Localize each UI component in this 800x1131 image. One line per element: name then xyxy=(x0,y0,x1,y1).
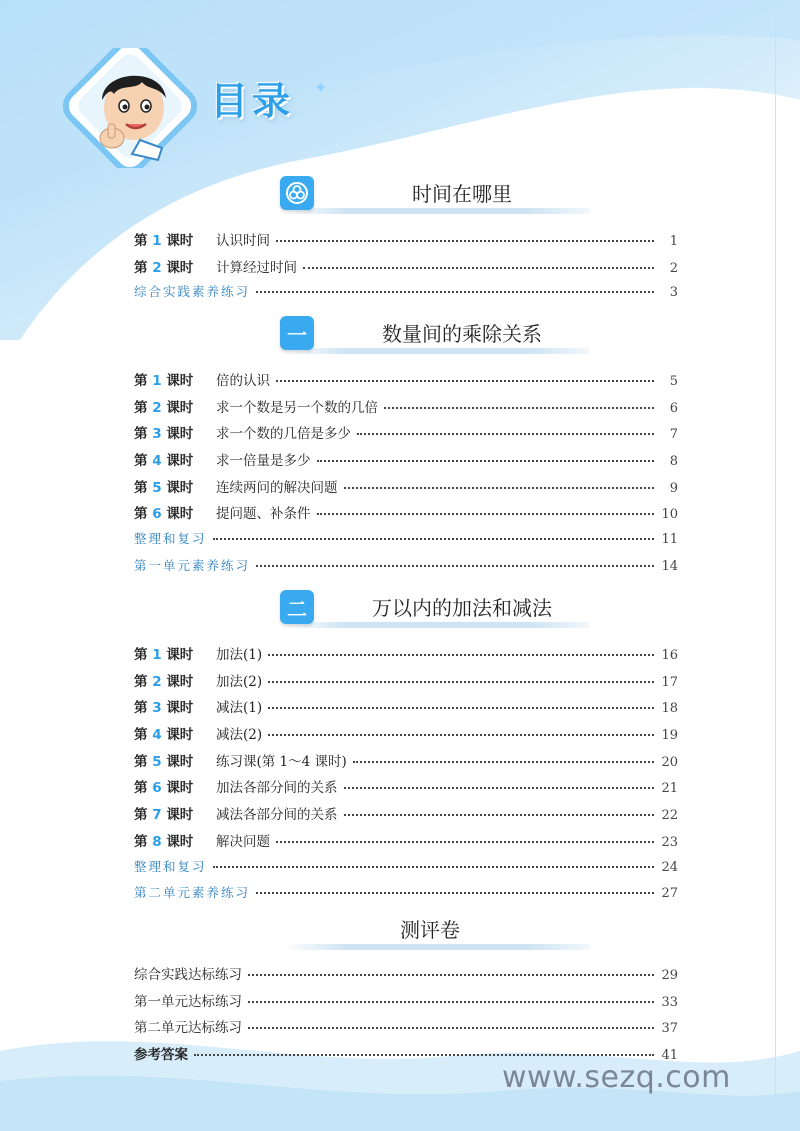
toc-entry-title: 综合实践素养练习 xyxy=(134,284,251,300)
sparkle-icon: ✦ xyxy=(314,78,328,97)
toc-entry[interactable] xyxy=(134,256,678,283)
lesson-prefix: 第 xyxy=(134,506,148,523)
lesson-num: 5 xyxy=(152,479,162,496)
lesson-suffix: 课时 xyxy=(166,700,194,717)
lesson-number xyxy=(134,643,216,663)
lesson-prefix: 第 xyxy=(134,673,148,690)
page-number: 17 xyxy=(661,674,678,690)
section-header-tests xyxy=(270,908,590,956)
dot-leader xyxy=(276,841,654,843)
lesson-num: 4 xyxy=(152,727,162,744)
toc-entry-title: 加法(2) xyxy=(216,673,263,690)
section-title: 数量间的乘除关系 xyxy=(382,322,542,346)
dot-leader xyxy=(344,814,655,816)
three-circles-icon xyxy=(285,181,309,205)
section-badge xyxy=(280,176,314,210)
section-header-time xyxy=(270,172,590,220)
toc-entry[interactable] xyxy=(134,776,678,803)
lesson-num: 3 xyxy=(152,426,162,443)
toc-entry-title: 整理和复习 xyxy=(134,531,207,547)
dot-leader xyxy=(384,407,654,409)
toc-entry[interactable] xyxy=(134,282,678,309)
lesson-num: 3 xyxy=(152,700,162,717)
lesson-suffix: 课时 xyxy=(166,233,194,249)
lesson-number xyxy=(134,776,216,796)
page-number: 8 xyxy=(669,454,678,470)
page-number: 2 xyxy=(669,260,678,276)
dot-leader xyxy=(268,654,654,656)
page-number: 9 xyxy=(669,480,678,496)
lesson-prefix: 第 xyxy=(134,833,148,850)
dot-leader xyxy=(213,538,654,540)
lesson-number xyxy=(134,750,216,770)
lesson-num: 1 xyxy=(152,373,162,389)
dot-leader xyxy=(317,513,655,515)
lesson-number xyxy=(134,369,216,389)
dot-leader xyxy=(248,974,654,976)
page-number: 41 xyxy=(661,1048,678,1064)
page-number: 33 xyxy=(661,994,678,1010)
lesson-number xyxy=(134,229,216,249)
lesson-num: 4 xyxy=(152,453,162,470)
toc-entry-title: 第二单元素养练习 xyxy=(134,885,251,901)
toc-entry[interactable] xyxy=(134,556,678,583)
toc-entry[interactable] xyxy=(134,476,678,503)
dot-leader xyxy=(268,681,654,683)
page-number: 14 xyxy=(661,558,678,574)
page-number: 19 xyxy=(661,728,678,744)
toc-entry[interactable] xyxy=(134,1016,678,1043)
toc-entry-title: 综合实践达标练习 xyxy=(134,967,242,983)
toc-entry-title: 练习课(第 1～4 课时) xyxy=(216,753,347,770)
lesson-num: 2 xyxy=(152,399,162,416)
dot-leader xyxy=(256,565,654,567)
lesson-suffix: 课时 xyxy=(166,807,194,824)
toc-list-unit-1 xyxy=(134,369,678,583)
lesson-num: 2 xyxy=(152,673,162,690)
lesson-prefix: 第 xyxy=(134,233,148,249)
lesson-number xyxy=(134,723,216,743)
page-number: 21 xyxy=(661,781,678,797)
dot-leader xyxy=(344,787,655,789)
lesson-num: 2 xyxy=(152,259,162,276)
page-number: 16 xyxy=(661,648,678,663)
lesson-suffix: 课时 xyxy=(166,453,194,470)
page-number: 29 xyxy=(661,968,678,983)
lesson-number xyxy=(134,696,216,716)
lesson-number xyxy=(134,502,216,522)
toc-entry-title: 倍的认识 xyxy=(216,373,270,389)
toc-entry-title: 第二单元达标练习 xyxy=(134,1020,242,1037)
lesson-prefix: 第 xyxy=(134,807,148,824)
lesson-num: 1 xyxy=(152,647,162,663)
lesson-prefix: 第 xyxy=(134,780,148,797)
watermark: www.sezq.com xyxy=(502,1060,731,1095)
section-header-unit-1 xyxy=(270,312,590,360)
toc-list-tests xyxy=(134,963,678,1070)
toc-entry[interactable] xyxy=(134,803,678,830)
dot-leader xyxy=(317,460,655,462)
lesson-suffix: 课时 xyxy=(166,479,194,496)
page-number: 5 xyxy=(669,374,678,389)
lesson-num: 6 xyxy=(152,780,162,797)
lesson-num: 6 xyxy=(152,506,162,523)
lesson-suffix: 课时 xyxy=(166,673,194,690)
toc-entry[interactable] xyxy=(134,529,678,556)
toc-entry-title: 认识时间 xyxy=(216,233,270,249)
toc-entry-title: 整理和复习 xyxy=(134,858,207,874)
toc-entry-title: 提问题、补条件 xyxy=(216,506,311,523)
dot-leader xyxy=(276,240,654,242)
dot-leader xyxy=(276,380,654,382)
toc-list-time xyxy=(134,229,678,309)
section-badge: 二 xyxy=(280,590,314,624)
lesson-number xyxy=(134,803,216,823)
page-number: 20 xyxy=(661,754,678,770)
toc-entry[interactable] xyxy=(134,229,678,256)
toc-entry-title: 解决问题 xyxy=(216,833,270,850)
boy-mascot-icon xyxy=(62,48,212,168)
lesson-suffix: 课时 xyxy=(166,753,194,770)
lesson-number xyxy=(134,422,216,442)
toc-entry[interactable] xyxy=(134,369,678,396)
lesson-number xyxy=(134,830,216,850)
lesson-prefix: 第 xyxy=(134,479,148,496)
dot-leader xyxy=(357,433,654,435)
section-underline xyxy=(284,348,590,354)
lesson-suffix: 课时 xyxy=(166,426,194,443)
toc-entry-title: 减法(1) xyxy=(216,700,263,717)
lesson-suffix: 课时 xyxy=(166,780,194,797)
dot-leader xyxy=(268,707,654,709)
toc-entry-title: 第一单元素养练习 xyxy=(134,557,251,573)
page-number: 7 xyxy=(669,427,678,443)
toc-entry[interactable] xyxy=(134,396,678,423)
lesson-prefix: 第 xyxy=(134,753,148,770)
dot-leader xyxy=(353,761,654,763)
lesson-num: 1 xyxy=(152,233,162,249)
dot-leader xyxy=(344,487,655,489)
lesson-suffix: 课时 xyxy=(166,727,194,744)
toc-entry-title: 计算经过时间 xyxy=(216,259,297,276)
toc-entry[interactable] xyxy=(134,990,678,1017)
page-number: 11 xyxy=(661,532,678,548)
page-number: 23 xyxy=(661,834,678,850)
toc-entry[interactable] xyxy=(134,643,678,670)
section-title: 万以内的加法和减法 xyxy=(372,596,552,620)
toc-entry[interactable] xyxy=(134,723,678,750)
page-title: 目录 xyxy=(210,79,295,123)
lesson-number xyxy=(134,256,216,276)
lesson-prefix: 第 xyxy=(134,399,148,416)
section-underline xyxy=(284,622,590,628)
dot-leader xyxy=(256,892,654,894)
toc-entry[interactable] xyxy=(134,857,678,884)
page-number: 24 xyxy=(661,859,678,875)
toc-entry[interactable] xyxy=(134,502,678,529)
page-number: 37 xyxy=(661,1021,678,1037)
dot-leader xyxy=(248,1001,654,1003)
lesson-number xyxy=(134,476,216,496)
lesson-number xyxy=(134,396,216,416)
page-number: 18 xyxy=(661,701,678,717)
section-title: 测评卷 xyxy=(400,918,460,942)
lesson-prefix: 第 xyxy=(134,259,148,276)
lesson-num: 5 xyxy=(152,753,162,770)
toc-entry-title: 求一个数是另一个数的几倍 xyxy=(216,399,378,416)
lesson-suffix: 课时 xyxy=(166,647,194,663)
lesson-suffix: 课时 xyxy=(166,506,194,523)
page-header xyxy=(62,48,382,168)
lesson-suffix: 课时 xyxy=(166,373,194,389)
lesson-prefix: 第 xyxy=(134,727,148,744)
page-number: 10 xyxy=(661,507,678,523)
lesson-prefix: 第 xyxy=(134,647,148,663)
toc-entry-title: 加法各部分间的关系 xyxy=(216,780,338,797)
dot-leader xyxy=(213,866,654,868)
lesson-prefix: 第 xyxy=(134,700,148,717)
toc-entry-title: 求一个数的几倍是多少 xyxy=(216,426,351,443)
lesson-number xyxy=(134,670,216,690)
toc-entry-title: 减法各部分间的关系 xyxy=(216,807,338,824)
lesson-suffix: 课时 xyxy=(166,833,194,850)
lesson-suffix: 课时 xyxy=(166,399,194,416)
lesson-num: 8 xyxy=(152,833,162,850)
lesson-prefix: 第 xyxy=(134,426,148,443)
toc-list-unit-2 xyxy=(134,643,678,910)
page-number: 1 xyxy=(669,234,678,249)
toc-entry-title: 加法(1) xyxy=(216,647,263,663)
dot-leader xyxy=(248,1027,654,1029)
toc-entry[interactable] xyxy=(134,696,678,723)
toc-entry-title: 连续两问的解决问题 xyxy=(216,479,338,496)
toc-entry[interactable] xyxy=(134,883,678,910)
dot-leader xyxy=(303,267,654,269)
page-edge-rule xyxy=(775,0,776,1131)
section-header-unit-2 xyxy=(270,586,590,634)
toc-entry[interactable] xyxy=(134,670,678,697)
toc-entry[interactable] xyxy=(134,963,678,990)
dot-leader xyxy=(256,291,654,293)
section-underline xyxy=(284,944,590,950)
page-number: 22 xyxy=(661,808,678,824)
section-underline xyxy=(284,208,590,214)
toc-entry[interactable] xyxy=(134,449,678,476)
section-title: 时间在哪里 xyxy=(412,182,512,206)
lesson-prefix: 第 xyxy=(134,453,148,470)
lesson-prefix: 第 xyxy=(134,373,148,389)
toc-entry-title: 求一倍量是多少 xyxy=(216,453,311,470)
toc-entry-title: 减法(2) xyxy=(216,727,263,744)
toc-entry-title: 参考答案 xyxy=(134,1047,188,1064)
dot-leader xyxy=(268,734,654,736)
dot-leader xyxy=(194,1054,654,1056)
toc-entry-title: 第一单元达标练习 xyxy=(134,993,242,1010)
page-number: 6 xyxy=(669,400,678,416)
toc-entry[interactable] xyxy=(134,422,678,449)
lesson-number xyxy=(134,449,216,469)
lesson-suffix: 课时 xyxy=(166,259,194,276)
toc-entry[interactable] xyxy=(134,750,678,777)
page-number: 3 xyxy=(669,285,678,301)
toc-entry[interactable] xyxy=(134,830,678,857)
lesson-num: 7 xyxy=(152,807,162,824)
section-badge: 一 xyxy=(280,316,314,350)
page-number: 27 xyxy=(661,886,678,902)
